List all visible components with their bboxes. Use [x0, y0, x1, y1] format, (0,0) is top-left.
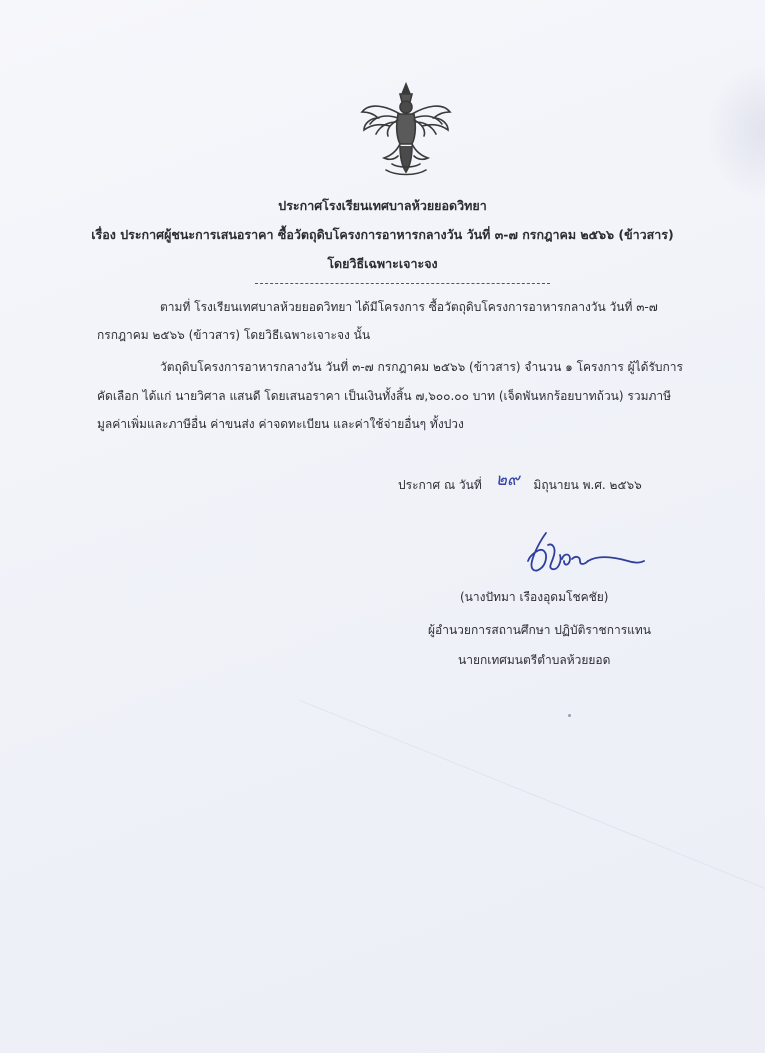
- garuda-emblem-icon: [356, 80, 456, 180]
- separator-rule: [255, 283, 550, 284]
- paragraph-1-line-2: กรกฎาคม ๒๕๖๖ (ข้าวสาร) โดยวิธีเฉพาะเจาะจง นั้น: [97, 328, 371, 342]
- paragraph-2-line-1: วัตถุดิบโครงการอาหารกลางวัน วันที่ ๓-๗ กรกฎาคม ๒๕๖๖ (ข้าวสาร) จำนวน ๑ โครงการ ผู้ได้รับการ: [160, 360, 683, 374]
- signatory-position-line-1: ผู้อำนวยการสถานศึกษา ปฏิบัติราชการแทน: [428, 623, 651, 637]
- paper-fold: [300, 700, 765, 896]
- paragraph-1-line-1: ตามที่ โรงเรียนเทศบาลห้วยยอดวิทยา ได้มีโครงการ ซื้อวัตถุดิบโครงการอาหารกลางวัน วันที่ ๓-๗: [160, 300, 658, 314]
- document-subject: เรื่อง ประกาศผู้ชนะการเสนอราคา ซื้อวัตถุดิบโครงการอาหารกลางวัน วันที่ ๓-๗ กรกฎาคม ๒๕๖๖ (ข้าวสาร): [91, 227, 674, 242]
- paragraph-2-line-3: มูลค่าเพิ่มและภาษีอื่น ค่าขนส่ง ค่าจดทะเบียน และค่าใช้จ่ายอื่นๆ ทั้งปวง: [97, 417, 464, 431]
- date-prefix: ประกาศ ณ วันที่: [398, 478, 482, 492]
- document-title: ประกาศโรงเรียนเทศบาลห้วยยอดวิทยา: [278, 198, 487, 213]
- scan-shadow: [705, 60, 765, 200]
- signatory-name: (นางปัทมา เรืองอุดมโชคชัย): [460, 590, 609, 604]
- procurement-method: โดยวิธีเฉพาะเจาะจง: [327, 256, 438, 271]
- scan-speck: [568, 714, 571, 717]
- date-suffix: มิถุนายน พ.ศ. ๒๕๖๖: [533, 478, 642, 492]
- announcement-date: [398, 470, 642, 497]
- paragraph-2-line-2: คัดเลือก ได้แก่ นายวิศาล แสนดี โดยเสนอราคา เป็นเงินทั้งสิ้น ๗,๖๐๐.๐๐ บาท (เจ็ดพันหกร้อยบาทถ้วน) รวมภาษี: [97, 389, 672, 403]
- handwritten-day: ๒๙: [495, 470, 520, 490]
- handwritten-signature: [518, 525, 648, 585]
- signatory-position-line-2: นายกเทศมนตรีตำบลห้วยยอด: [458, 653, 611, 667]
